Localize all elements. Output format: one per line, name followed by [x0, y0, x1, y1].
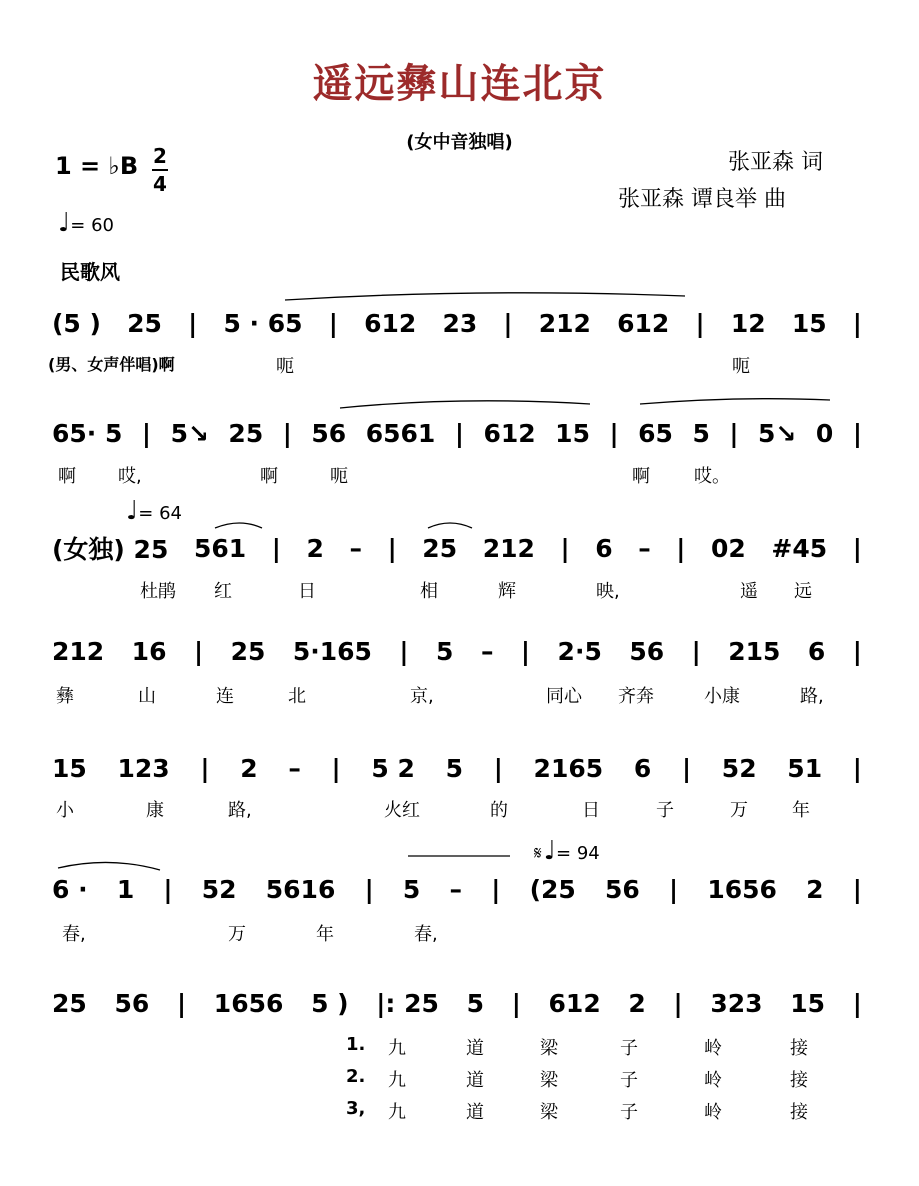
lyric: 春,	[62, 924, 86, 945]
note-group: 5↘	[170, 418, 209, 448]
lyric: 九	[388, 1070, 406, 1091]
lyric: 道	[466, 1070, 484, 1091]
barline: |	[852, 753, 862, 783]
note-group: 215	[728, 636, 781, 666]
note-group: 5↘	[758, 418, 797, 448]
note-group: 5	[466, 988, 485, 1018]
note-group: 612	[548, 988, 601, 1018]
lyric: 梁	[540, 1070, 558, 1091]
note-group: 6	[633, 753, 652, 783]
lyric: 红	[214, 581, 232, 602]
barline: |	[852, 874, 862, 904]
note-group: 56	[604, 874, 640, 904]
barline: |	[193, 636, 204, 666]
note-group: 65· 5	[52, 418, 123, 448]
note-group: 2	[806, 874, 824, 904]
lyric: 彝	[56, 686, 74, 707]
lyric: 火红	[384, 800, 420, 821]
time-denominator: 4	[153, 172, 167, 196]
barline: |	[364, 874, 374, 904]
page-title: 遥远彝山连北京	[312, 61, 607, 107]
barline: |	[511, 988, 521, 1018]
barline: |	[282, 418, 292, 448]
quarter-note-icon: ♩	[58, 208, 71, 238]
lyric: 远	[794, 581, 812, 602]
note-group: (5 )	[52, 308, 101, 338]
note-group: #45	[771, 533, 828, 563]
barline: |	[673, 988, 683, 1018]
barline: |	[681, 753, 692, 783]
lyric: 遥	[740, 581, 758, 602]
note-group: 212	[538, 308, 591, 338]
lyric: 梁	[540, 1102, 558, 1123]
lyric: 路,	[228, 800, 252, 821]
note-group: 212	[482, 533, 535, 563]
barline: |	[852, 418, 862, 448]
note-group: 561	[193, 533, 247, 563]
lyric: 齐奔	[618, 686, 654, 707]
verse-number: 3,	[346, 1098, 366, 1119]
note-group: 52	[201, 874, 237, 904]
lyric: 杜鹃	[140, 581, 176, 602]
lyric: 日	[298, 581, 316, 602]
lyric: 年	[316, 924, 334, 945]
slur	[340, 401, 590, 408]
note-group: 25	[230, 636, 266, 666]
note-group: 12	[730, 308, 766, 338]
lyric: 山	[138, 686, 156, 707]
lyric: 北	[288, 686, 306, 707]
barline: |	[695, 308, 705, 338]
barline: |	[454, 418, 464, 448]
slur	[58, 862, 160, 870]
lyric: 京,	[410, 686, 434, 707]
barline: |	[491, 874, 501, 904]
lyric: 道	[466, 1038, 484, 1059]
lyric: 日	[582, 800, 600, 821]
note-group: 56	[629, 636, 665, 666]
note-group: 6 ·	[52, 874, 88, 904]
lyric: 岭	[704, 1070, 722, 1091]
note-group: 51	[787, 753, 823, 783]
note-group: 56	[114, 988, 150, 1018]
lyric: 啊	[632, 466, 650, 487]
note-group: –	[288, 753, 301, 783]
lyric: 映,	[596, 581, 620, 602]
note-group: 2165	[533, 753, 604, 783]
note-group: 5 2	[371, 753, 415, 783]
note-group: 1656	[213, 988, 284, 1018]
subtitle: (女中音独唱)	[406, 132, 513, 153]
lyric: 子	[656, 800, 674, 821]
note-group: 15	[52, 753, 87, 783]
time-numerator: 2	[153, 144, 167, 168]
lyric: 哎。	[694, 466, 730, 487]
lyric: 哎,	[118, 466, 142, 487]
style-label: 民歌风	[60, 260, 120, 284]
barline: |	[176, 988, 187, 1018]
barline: |	[520, 636, 531, 666]
note-group: 1	[116, 874, 135, 904]
composer-credit: 张亚森 谭良举 曲	[618, 187, 786, 212]
lyric: 子	[620, 1070, 638, 1091]
note-group: 2	[306, 533, 324, 563]
lyric: 万	[730, 800, 748, 821]
segno-icon: 𝄋	[534, 843, 542, 864]
lyric: 接	[790, 1070, 808, 1091]
lyric: 连	[216, 686, 234, 707]
barline: |	[503, 308, 513, 338]
slur	[640, 399, 830, 404]
lyric: 万	[228, 924, 246, 945]
note-group: 15	[790, 988, 825, 1018]
lyric: 路,	[800, 686, 824, 707]
tempo-marking: ♩= 60	[58, 208, 114, 238]
quarter-note-icon: ♩	[126, 496, 139, 526]
note-group: 612	[483, 418, 536, 448]
barline: |	[141, 418, 152, 448]
note-group: 02	[711, 533, 746, 563]
note-group: |: 25	[376, 988, 439, 1018]
lyric: 呃	[330, 466, 348, 487]
barline: |	[691, 636, 701, 666]
barline: |	[668, 874, 679, 904]
note-group: 5	[692, 418, 710, 448]
note-group: 25	[52, 988, 87, 1018]
lyric: 岭	[704, 1038, 722, 1059]
note-group: 5	[402, 874, 421, 904]
note-group: 5·165	[292, 636, 372, 666]
note-group: 323	[710, 988, 763, 1018]
barline: |	[852, 988, 862, 1018]
barline: |	[331, 753, 341, 783]
lyric: 辉	[498, 581, 516, 602]
lyric: 小康	[704, 686, 740, 707]
lyric: 呃	[732, 356, 750, 377]
note-group: 6561	[365, 418, 436, 448]
note-group: 25	[422, 533, 458, 563]
lyric: 子	[620, 1038, 638, 1059]
barline: |	[560, 533, 570, 563]
lyric: 呃	[276, 356, 294, 377]
lyric: 九	[388, 1038, 406, 1059]
note-group: 2·5	[557, 636, 602, 666]
barline: |	[676, 533, 686, 563]
note-group: (25	[529, 874, 576, 904]
lyric: 子	[620, 1102, 638, 1123]
note-group: 2	[628, 988, 646, 1018]
barline: |	[163, 874, 173, 904]
lyric: 相	[420, 581, 438, 602]
note-group: 65	[638, 418, 673, 448]
lyric: 的	[490, 800, 508, 821]
barline: |	[387, 533, 397, 563]
tempo-marking: 𝄋♩= 94	[534, 836, 600, 866]
lyric: (男、女声伴唱)啊	[48, 355, 175, 374]
barline: |	[729, 418, 739, 448]
lyric: 道	[466, 1102, 484, 1123]
barline: |	[493, 753, 503, 783]
barline: |	[609, 418, 619, 448]
lyric: 年	[792, 800, 810, 821]
note-group: 56	[311, 418, 347, 448]
barline: |	[399, 636, 409, 666]
note-group: 5616	[265, 874, 336, 904]
barline: |	[271, 533, 281, 563]
lyric: 九	[388, 1102, 406, 1123]
note-group: 1656	[707, 874, 777, 904]
slur	[215, 523, 262, 528]
note-group: –	[638, 533, 651, 563]
verse-number: 2.	[346, 1066, 366, 1087]
note-group: –	[480, 636, 494, 666]
lyric: 同心	[546, 686, 582, 707]
slur	[428, 523, 472, 528]
note-group: 0	[815, 418, 834, 448]
barline: |	[188, 308, 198, 338]
barline: |	[852, 636, 862, 666]
note-group: 612	[617, 308, 670, 338]
note-group: 2	[240, 753, 258, 783]
note-group: 16	[131, 636, 167, 666]
note-group: 52	[721, 753, 757, 783]
lyricist-credit: 张亚森 词	[728, 150, 823, 175]
note-group: 5	[436, 636, 454, 666]
note-group: 25	[228, 418, 264, 448]
key-signature: 1 = ♭B	[55, 152, 139, 180]
note-group: (女独) 25	[52, 535, 169, 564]
note-group: 25	[127, 308, 162, 338]
barline: |	[852, 533, 862, 563]
note-group: 5 · 65	[223, 308, 303, 338]
lyric: 春,	[414, 924, 438, 945]
barline: |	[200, 753, 210, 783]
lyric: 梁	[540, 1038, 558, 1059]
lyric: 接	[790, 1038, 808, 1059]
note-group: 15	[791, 308, 827, 338]
lyric: 接	[790, 1102, 808, 1123]
note-group: 23	[442, 308, 478, 338]
quarter-note-icon: ♩	[543, 836, 557, 866]
barline: |	[852, 308, 862, 338]
lyric: 啊	[58, 466, 76, 487]
lyric: 岭	[704, 1102, 722, 1123]
note-group: –	[349, 533, 362, 563]
barline: |	[328, 308, 338, 338]
note-group: 15	[555, 418, 590, 448]
verse-number: 1.	[346, 1034, 366, 1055]
slur	[285, 293, 685, 300]
note-group: 612	[364, 308, 417, 338]
note-group: 212	[52, 636, 105, 666]
note-group: –	[449, 874, 463, 904]
note-group: 5 )	[311, 988, 349, 1018]
note-group: 6	[807, 636, 826, 666]
lyric: 小	[56, 800, 74, 821]
note-group: 6	[595, 533, 613, 563]
lyric: 康	[146, 800, 164, 821]
note-group: 123	[117, 753, 170, 783]
tempo-marking: ♩= 64	[126, 496, 182, 526]
note-group: 5	[445, 753, 463, 783]
lyric: 啊	[260, 466, 278, 487]
